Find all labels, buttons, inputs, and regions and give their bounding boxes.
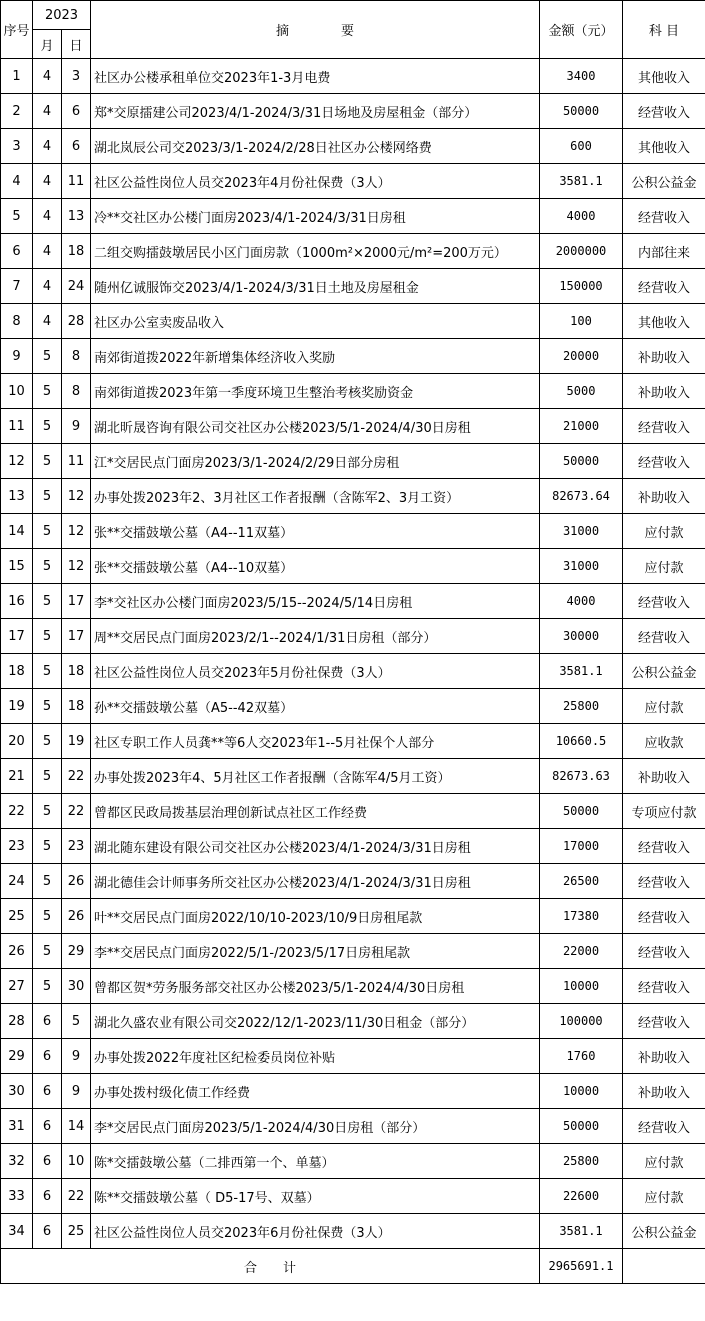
cell-day: 3 — [62, 59, 91, 94]
cell-month: 4 — [33, 164, 62, 199]
cell-month: 6 — [33, 1179, 62, 1214]
table-row — [1, 1144, 705, 1179]
cell-summary: 张**交擂鼓墩公墓（A4--11双墓） — [91, 514, 540, 549]
cell-day: 19 — [62, 724, 91, 759]
cell-day: 24 — [62, 269, 91, 304]
cell-seq: 11 — [1, 409, 33, 444]
cell-seq: 24 — [1, 864, 33, 899]
table-row — [1, 934, 705, 969]
cell-subject: 补助收入 — [623, 339, 705, 374]
cell-summary: 社区专职工作人员龚**等6人交2023年1--5月社保个人部分 — [91, 724, 540, 759]
table-row — [1, 234, 705, 269]
cell-subject: 经营收入 — [623, 619, 705, 654]
cell-subject: 经营收入 — [623, 899, 705, 934]
header-month: 月 — [33, 30, 62, 59]
cell-seq: 25 — [1, 899, 33, 934]
cell-seq: 8 — [1, 304, 33, 339]
cell-summary: 张**交擂鼓墩公墓（A4--10双墓） — [91, 549, 540, 584]
cell-subject: 内部往来 — [623, 234, 705, 269]
cell-month: 5 — [33, 374, 62, 409]
cell-summary: 南郊街道拨2023年第一季度环境卫生整治考核奖励资金 — [91, 374, 540, 409]
ledger-body — [1, 59, 705, 1249]
cell-amount: 150000 — [540, 269, 623, 304]
table-row — [1, 724, 705, 759]
cell-seq: 30 — [1, 1074, 33, 1109]
cell-day: 9 — [62, 1039, 91, 1074]
table-row — [1, 164, 705, 199]
cell-seq: 28 — [1, 1004, 33, 1039]
cell-summary: 办事处拨村级化债工作经费 — [91, 1074, 540, 1109]
cell-day: 17 — [62, 584, 91, 619]
cell-summary: 曾都区贺*劳务服务部交社区办公楼2023/5/1-2024/4/30日房租 — [91, 969, 540, 1004]
cell-amount: 2000000 — [540, 234, 623, 269]
cell-summary: 郑*交原擂建公司2023/4/1-2024/3/31日场地及房屋租金（部分） — [91, 94, 540, 129]
cell-subject: 其他收入 — [623, 59, 705, 94]
cell-day: 26 — [62, 864, 91, 899]
cell-subject: 其他收入 — [623, 129, 705, 164]
cell-seq: 34 — [1, 1214, 33, 1249]
cell-seq: 3 — [1, 129, 33, 164]
cell-subject: 公积公益金 — [623, 164, 705, 199]
cell-month: 5 — [33, 864, 62, 899]
cell-summary: 李*交社区办公楼门面房2023/5/15--2024/5/14日房租 — [91, 584, 540, 619]
cell-subject: 应收款 — [623, 724, 705, 759]
cell-amount: 4000 — [540, 584, 623, 619]
table-row — [1, 304, 705, 339]
cell-summary: 社区公益性岗位人员交2023年6月份社保费（3人） — [91, 1214, 540, 1249]
cell-month: 6 — [33, 1214, 62, 1249]
cell-summary: 陈**交擂鼓墩公墓（ D5-17号、双墓） — [91, 1179, 540, 1214]
cell-amount: 3400 — [540, 59, 623, 94]
cell-month: 5 — [33, 619, 62, 654]
cell-month: 4 — [33, 199, 62, 234]
cell-subject: 应付款 — [623, 1144, 705, 1179]
cell-amount: 1760 — [540, 1039, 623, 1074]
cell-summary: 李*交居民点门面房2023/5/1-2024/4/30日房租（部分） — [91, 1109, 540, 1144]
cell-day: 12 — [62, 514, 91, 549]
cell-subject: 经营收入 — [623, 1109, 705, 1144]
cell-amount: 25800 — [540, 1144, 623, 1179]
cell-amount: 82673.64 — [540, 479, 623, 514]
cell-amount: 5000 — [540, 374, 623, 409]
cell-day: 12 — [62, 479, 91, 514]
table-row — [1, 864, 705, 899]
cell-day: 30 — [62, 969, 91, 1004]
cell-summary: 陈*交擂鼓墩公墓（二排西第一个、单墓） — [91, 1144, 540, 1179]
cell-seq: 20 — [1, 724, 33, 759]
cell-day: 9 — [62, 409, 91, 444]
table-row — [1, 794, 705, 829]
header-amount: 金额（元） — [540, 1, 623, 59]
cell-seq: 6 — [1, 234, 33, 269]
table-row — [1, 1039, 705, 1074]
cell-seq: 12 — [1, 444, 33, 479]
cell-month: 4 — [33, 234, 62, 269]
total-label: 合 计 — [1, 1249, 540, 1284]
cell-subject: 补助收入 — [623, 1039, 705, 1074]
cell-amount: 100000 — [540, 1004, 623, 1039]
cell-month: 4 — [33, 129, 62, 164]
cell-month: 5 — [33, 339, 62, 374]
cell-amount: 50000 — [540, 94, 623, 129]
cell-subject: 经营收入 — [623, 444, 705, 479]
cell-day: 8 — [62, 339, 91, 374]
cell-amount: 21000 — [540, 409, 623, 444]
table-row — [1, 479, 705, 514]
table-row — [1, 409, 705, 444]
total-row — [1, 1249, 705, 1284]
cell-month: 6 — [33, 1109, 62, 1144]
cell-subject: 经营收入 — [623, 829, 705, 864]
cell-subject: 应付款 — [623, 514, 705, 549]
cell-summary: 江*交居民点门面房2023/3/1-2024/2/29日部分房租 — [91, 444, 540, 479]
cell-summary: 社区办公楼承租单位交2023年1-3月电费 — [91, 59, 540, 94]
cell-month: 5 — [33, 829, 62, 864]
cell-amount: 3581.1 — [540, 1214, 623, 1249]
cell-month: 6 — [33, 1074, 62, 1109]
cell-month: 5 — [33, 689, 62, 724]
cell-day: 22 — [62, 1179, 91, 1214]
cell-summary: 湖北德佳会计师事务所交社区办公楼2023/4/1-2024/3/31日房租 — [91, 864, 540, 899]
cell-subject: 补助收入 — [623, 374, 705, 409]
cell-subject: 经营收入 — [623, 934, 705, 969]
cell-subject: 应付款 — [623, 1179, 705, 1214]
cell-summary: 办事处拨2022年度社区纪检委员岗位补贴 — [91, 1039, 540, 1074]
cell-amount: 30000 — [540, 619, 623, 654]
cell-month: 6 — [33, 1039, 62, 1074]
table-row — [1, 129, 705, 164]
cell-seq: 4 — [1, 164, 33, 199]
cell-month: 4 — [33, 59, 62, 94]
cell-seq: 23 — [1, 829, 33, 864]
cell-day: 10 — [62, 1144, 91, 1179]
cell-amount: 3581.1 — [540, 164, 623, 199]
header-row-top — [1, 1, 705, 30]
cell-day: 8 — [62, 374, 91, 409]
cell-summary: 曾都区民政局拨基层治理创新试点社区工作经费 — [91, 794, 540, 829]
cell-month: 6 — [33, 1144, 62, 1179]
table-row — [1, 654, 705, 689]
cell-summary: 冷**交社区办公楼门面房2023/4/1-2024/3/31日房租 — [91, 199, 540, 234]
cell-subject: 公积公益金 — [623, 1214, 705, 1249]
cell-amount: 10660.5 — [540, 724, 623, 759]
cell-summary: 随州亿诚服饰交2023/4/1-2024/3/31日土地及房屋租金 — [91, 269, 540, 304]
cell-month: 5 — [33, 409, 62, 444]
cell-subject: 经营收入 — [623, 199, 705, 234]
cell-seq: 21 — [1, 759, 33, 794]
cell-seq: 32 — [1, 1144, 33, 1179]
table-row — [1, 549, 705, 584]
cell-summary: 社区公益性岗位人员交2023年5月份社保费（3人） — [91, 654, 540, 689]
cell-amount: 20000 — [540, 339, 623, 374]
table-row — [1, 1214, 705, 1249]
cell-day: 22 — [62, 794, 91, 829]
cell-day: 28 — [62, 304, 91, 339]
table-row — [1, 584, 705, 619]
table-row — [1, 339, 705, 374]
cell-summary: 二组交购擂鼓墩居民小区门面房款（1000m²×2000元/m²=200万元） — [91, 234, 540, 269]
cell-amount: 31000 — [540, 514, 623, 549]
cell-summary: 办事处拨2023年2、3月社区工作者报酬（含陈军2、3月工资） — [91, 479, 540, 514]
header-seq: 序号 — [1, 1, 33, 59]
cell-subject: 应付款 — [623, 689, 705, 724]
cell-seq: 9 — [1, 339, 33, 374]
cell-seq: 2 — [1, 94, 33, 129]
cell-seq: 16 — [1, 584, 33, 619]
cell-seq: 15 — [1, 549, 33, 584]
cell-day: 18 — [62, 689, 91, 724]
cell-summary: 湖北久盛农业有限公司交2022/12/1-2023/11/30日租金（部分） — [91, 1004, 540, 1039]
cell-subject: 经营收入 — [623, 269, 705, 304]
cell-subject: 补助收入 — [623, 1074, 705, 1109]
cell-summary: 社区公益性岗位人员交2023年4月份社保费（3人） — [91, 164, 540, 199]
table-row — [1, 94, 705, 129]
cell-summary: 办事处拨2023年4、5月社区工作者报酬（含陈军4/5月工资） — [91, 759, 540, 794]
table-row — [1, 899, 705, 934]
cell-day: 12 — [62, 549, 91, 584]
cell-month: 5 — [33, 934, 62, 969]
cell-summary: 湖北昕晟咨询有限公司交社区办公楼2023/5/1-2024/4/30日房租 — [91, 409, 540, 444]
table-row — [1, 969, 705, 1004]
cell-day: 17 — [62, 619, 91, 654]
cell-amount: 100 — [540, 304, 623, 339]
cell-seq: 7 — [1, 269, 33, 304]
cell-month: 5 — [33, 514, 62, 549]
table-row — [1, 514, 705, 549]
cell-day: 11 — [62, 444, 91, 479]
cell-seq: 29 — [1, 1039, 33, 1074]
cell-seq: 19 — [1, 689, 33, 724]
table-row — [1, 444, 705, 479]
table-row — [1, 199, 705, 234]
cell-seq: 14 — [1, 514, 33, 549]
cell-month: 5 — [33, 759, 62, 794]
cell-subject: 专项应付款 — [623, 794, 705, 829]
header-year: 2023 — [33, 1, 91, 30]
cell-amount: 3581.1 — [540, 654, 623, 689]
cell-day: 29 — [62, 934, 91, 969]
cell-amount: 50000 — [540, 1109, 623, 1144]
cell-day: 23 — [62, 829, 91, 864]
cell-summary: 湖北岚辰公司交2023/3/1-2024/2/28日社区办公楼网络费 — [91, 129, 540, 164]
cell-summary: 周**交居民点门面房2023/2/1--2024/1/31日房租（部分） — [91, 619, 540, 654]
cell-subject: 经营收入 — [623, 409, 705, 444]
cell-amount: 50000 — [540, 794, 623, 829]
cell-month: 5 — [33, 549, 62, 584]
cell-month: 4 — [33, 269, 62, 304]
table-row — [1, 829, 705, 864]
cell-amount: 22600 — [540, 1179, 623, 1214]
cell-amount: 17000 — [540, 829, 623, 864]
cell-month: 5 — [33, 444, 62, 479]
cell-month: 5 — [33, 969, 62, 1004]
cell-amount: 600 — [540, 129, 623, 164]
cell-month: 5 — [33, 584, 62, 619]
cell-summary: 叶**交居民点门面房2022/10/10-2023/10/9日房租尾款 — [91, 899, 540, 934]
cell-day: 26 — [62, 899, 91, 934]
cell-subject: 补助收入 — [623, 759, 705, 794]
cell-summary: 南郊街道拨2022年新增集体经济收入奖励 — [91, 339, 540, 374]
cell-seq: 22 — [1, 794, 33, 829]
cell-seq: 31 — [1, 1109, 33, 1144]
table-row — [1, 269, 705, 304]
cell-seq: 33 — [1, 1179, 33, 1214]
cell-seq: 1 — [1, 59, 33, 94]
cell-day: 22 — [62, 759, 91, 794]
cell-subject: 经营收入 — [623, 969, 705, 1004]
header-subject: 科 目 — [623, 1, 705, 59]
cell-subject: 经营收入 — [623, 864, 705, 899]
cell-summary: 李**交居民点门面房2022/5/1-/2023/5/17日房租尾款 — [91, 934, 540, 969]
cell-subject: 补助收入 — [623, 479, 705, 514]
cell-month: 5 — [33, 654, 62, 689]
cell-month: 4 — [33, 94, 62, 129]
cell-day: 18 — [62, 234, 91, 269]
cell-amount: 31000 — [540, 549, 623, 584]
cell-seq: 18 — [1, 654, 33, 689]
total-subject — [623, 1249, 705, 1284]
cell-amount: 22000 — [540, 934, 623, 969]
cell-day: 11 — [62, 164, 91, 199]
cell-summary: 社区办公室卖废品收入 — [91, 304, 540, 339]
total-amount: 2965691.1 — [540, 1249, 623, 1284]
cell-subject: 应付款 — [623, 549, 705, 584]
cell-seq: 13 — [1, 479, 33, 514]
cell-amount: 10000 — [540, 1074, 623, 1109]
cell-subject: 经营收入 — [623, 1004, 705, 1039]
cell-month: 6 — [33, 1004, 62, 1039]
table-row — [1, 759, 705, 794]
table-row — [1, 1179, 705, 1214]
cell-summary: 孙**交擂鼓墩公墓（A5--42双墓） — [91, 689, 540, 724]
cell-day: 18 — [62, 654, 91, 689]
table-row — [1, 1074, 705, 1109]
cell-month: 5 — [33, 794, 62, 829]
cell-day: 14 — [62, 1109, 91, 1144]
cell-amount: 82673.63 — [540, 759, 623, 794]
cell-month: 4 — [33, 304, 62, 339]
cell-summary: 湖北随东建设有限公司交社区办公楼2023/4/1-2024/3/31日房租 — [91, 829, 540, 864]
cell-seq: 5 — [1, 199, 33, 234]
table-row — [1, 619, 705, 654]
cell-amount: 10000 — [540, 969, 623, 1004]
table-row — [1, 1004, 705, 1039]
cell-seq: 17 — [1, 619, 33, 654]
cell-seq: 10 — [1, 374, 33, 409]
table-row — [1, 689, 705, 724]
cell-day: 13 — [62, 199, 91, 234]
cell-amount: 4000 — [540, 199, 623, 234]
cell-subject: 其他收入 — [623, 304, 705, 339]
cell-subject: 经营收入 — [623, 94, 705, 129]
table-row — [1, 59, 705, 94]
cell-day: 9 — [62, 1074, 91, 1109]
cell-seq: 26 — [1, 934, 33, 969]
cell-subject: 经营收入 — [623, 584, 705, 619]
cell-seq: 27 — [1, 969, 33, 1004]
header-day: 日 — [62, 30, 91, 59]
header-summary: 摘 要 — [91, 1, 540, 59]
cell-subject: 公积公益金 — [623, 654, 705, 689]
table-row — [1, 374, 705, 409]
cell-day: 25 — [62, 1214, 91, 1249]
cell-day: 6 — [62, 94, 91, 129]
cell-amount: 26500 — [540, 864, 623, 899]
table-row — [1, 1109, 705, 1144]
cell-day: 5 — [62, 1004, 91, 1039]
cell-amount: 25800 — [540, 689, 623, 724]
cell-month: 5 — [33, 899, 62, 934]
cell-amount: 17380 — [540, 899, 623, 934]
cell-amount: 50000 — [540, 444, 623, 479]
cell-month: 5 — [33, 479, 62, 514]
cell-month: 5 — [33, 724, 62, 759]
cell-day: 6 — [62, 129, 91, 164]
